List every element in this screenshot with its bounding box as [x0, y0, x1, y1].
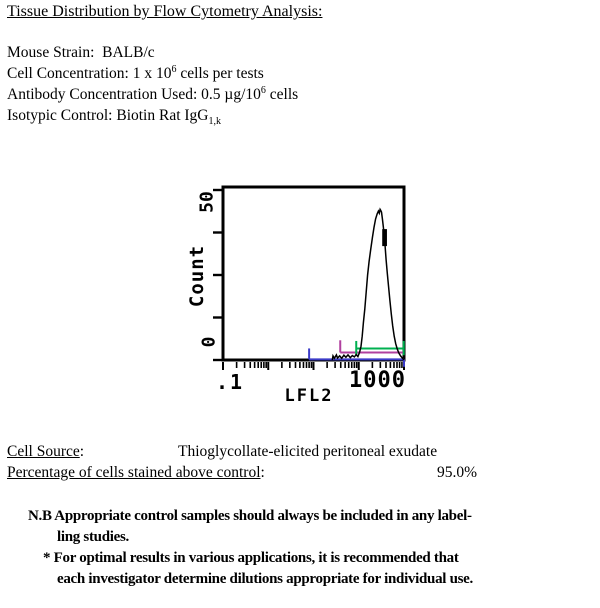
info-line-cell-concentration — [7, 65, 264, 83]
percentage-label — [7, 464, 265, 482]
histogram-curve — [332, 209, 404, 360]
cell-concentration-text: Cell Concentration: 1 x 10 — [7, 65, 172, 82]
note-asterisk-line-2: each investigator determine dilutions appropriate for individual use. — [57, 571, 473, 587]
info-line-isotypic-control — [7, 107, 221, 128]
antibody-concentration-suffix: cells — [265, 86, 299, 103]
percentage-colon: : — [260, 464, 265, 481]
y-tick-label-50: 50 — [196, 191, 218, 213]
isotypic-control-text: Isotypic Control: Biotin Rat IgG — [7, 107, 209, 124]
isotypic-control-subscript: 1,k — [208, 116, 221, 128]
note-nb-line-2: ling studies. — [57, 529, 129, 545]
histogram-peak-blob — [382, 229, 387, 246]
x-tick-label-min: .1 — [216, 370, 245, 394]
info-line-antibody-concentration — [7, 86, 298, 104]
cell-concentration-exponent: 6 — [171, 63, 177, 75]
page-title: Tissue Distribution by Flow Cytometry Analysis: — [7, 3, 323, 20]
note-nb-line-1: N.B Appropriate control samples should always be included in any label- — [28, 508, 472, 524]
antibody-concentration-text: Antibody Concentration Used: 0.5 µg/10 — [7, 86, 261, 103]
x-tick-label-1000: 1000 — [349, 368, 406, 393]
percentage-label-text: Percentage of cells stained above control — [7, 464, 261, 481]
percentage-value: 95.0% — [437, 464, 478, 481]
info-line-mouse-strain: Mouse Strain: BALB/c — [7, 44, 155, 61]
cell-concentration-suffix: cells per tests — [176, 65, 264, 82]
cell-source-label — [7, 443, 84, 461]
x-axis-label: LFL2 — [284, 386, 334, 406]
cell-source-colon: : — [79, 443, 85, 460]
antibody-concentration-exponent: 6 — [260, 84, 266, 96]
y-tick-label-0: 0 — [198, 336, 220, 348]
y-axis-label: Count — [186, 244, 208, 308]
cell-source-value: Thioglycollate-elicited peritoneal exudate — [178, 443, 438, 460]
note-asterisk-line-1: * For optimal results in various applications, it is recommended that — [43, 550, 459, 566]
cell-source-label-text: Cell Source — [7, 443, 80, 460]
